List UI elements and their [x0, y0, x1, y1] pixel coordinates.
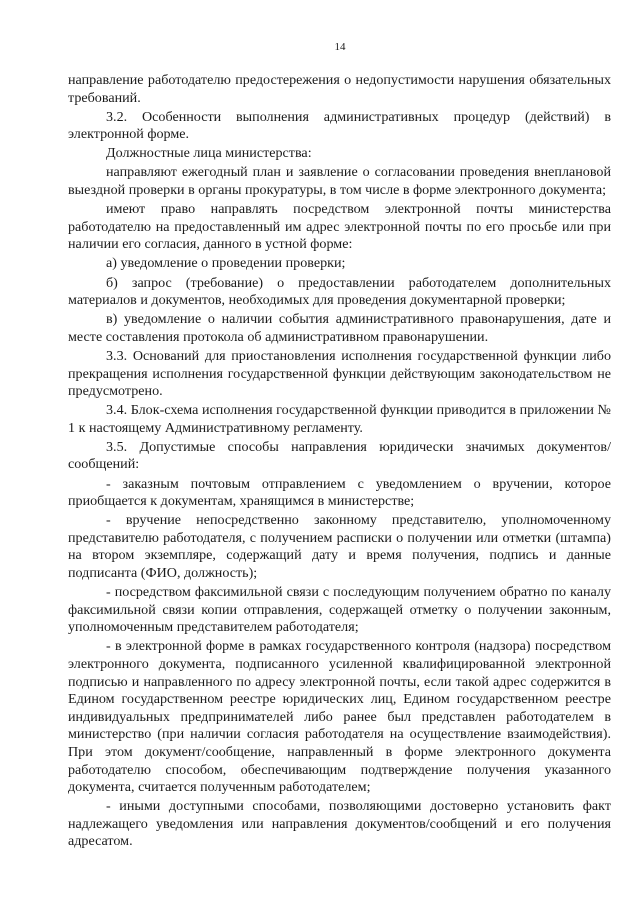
paragraph-email-rights: имеют право направлять посредством электронной почты министерства работодателю на предоставленный им адрес электронной почты по его просьбе или при наличии его согласия, данного в устной форме:	[68, 201, 611, 253]
method-electronic: - в электронной форме в рамках государственного контроля (надзора) посредством электронного документа, подписанного усиленной квалифицированной электронной подписью и направленного по адресу электронной почты, если такой адрес содержится в Едином государственном реестре юридических лиц, Едином государственном реестре индивидуальных предпринимателей либо ранее был представлен работодателем в министерство (при наличии согласия работодателя на осуществление взаимодействия). При этом документ/сообщение, направленный в форме электронного документа работодателю способом, обеспечивающим подтверждение получения указанного документа, считается полученным работодателем;	[68, 638, 611, 796]
list-item-c: в) уведомление о наличии события административного правонарушения, дате и месте составления протокола об административном правонарушении.	[68, 311, 611, 345]
document-body	[68, 72, 611, 851]
section-3-3: 3.3. Оснований для приостановления исполнения государственной функции либо прекращения исполнения государственной функции действующим законодательством не предусмотрено.	[68, 347, 611, 400]
list-item-a: а) уведомление о проведении проверки;	[106, 255, 346, 272]
method-hand-delivery: - вручение непосредственно законному представителю, уполномоченному представителю работодателя, с получением расписки о получении или отметки (штампа) на втором экземпляре, содержащий дату и время получения, подпись и данные подписанта (ФИО, должность);	[68, 512, 611, 582]
method-fax: - посредством факсимильной связи с последующим получением обратно по каналу факсимильной связи копии отправления, содержащей отметку о получении законным, уполномоченным представителем работодателя;	[68, 584, 611, 636]
page-number: 14	[334, 41, 346, 53]
method-other: - иными доступными способами, позволяющими достоверно установить факт надлежащего уведомления или направления документов/сообщений и его получения адресатом.	[68, 798, 611, 850]
section-3-2-heading: 3.2. Особенности выполнения административных процедур (действий) в электронной форме.	[68, 108, 611, 143]
officials-intro: Должностные лица министерства:	[106, 145, 312, 162]
paragraph-plan-submission: направляют ежегодный план и заявление о согласовании проведения внеплановой выездной проверки в органы прокуратуры, в том числе в форме электронного документа;	[68, 164, 611, 199]
list-item-b: б) запрос (требование) о предоставлении работодателем дополнительных материалов и документов, необходимых для проведения документарной проверки;	[68, 274, 611, 309]
paragraph-continuation: направление работодателю предостережения о недопустимости нарушения обязательных требований.	[68, 72, 611, 106]
section-3-5: 3.5. Допустимые способы направления юридически значимых документов/сообщений:	[68, 438, 611, 473]
method-registered-mail: - заказным почтовым отправлением с уведомлением о вручении, которое приобщается к документам, хранящимся в министерстве;	[68, 475, 611, 510]
section-3-4: 3.4. Блок-схема исполнения государственной функции приводится в приложении № 1 к настоящему Административному регламенту.	[68, 402, 611, 436]
